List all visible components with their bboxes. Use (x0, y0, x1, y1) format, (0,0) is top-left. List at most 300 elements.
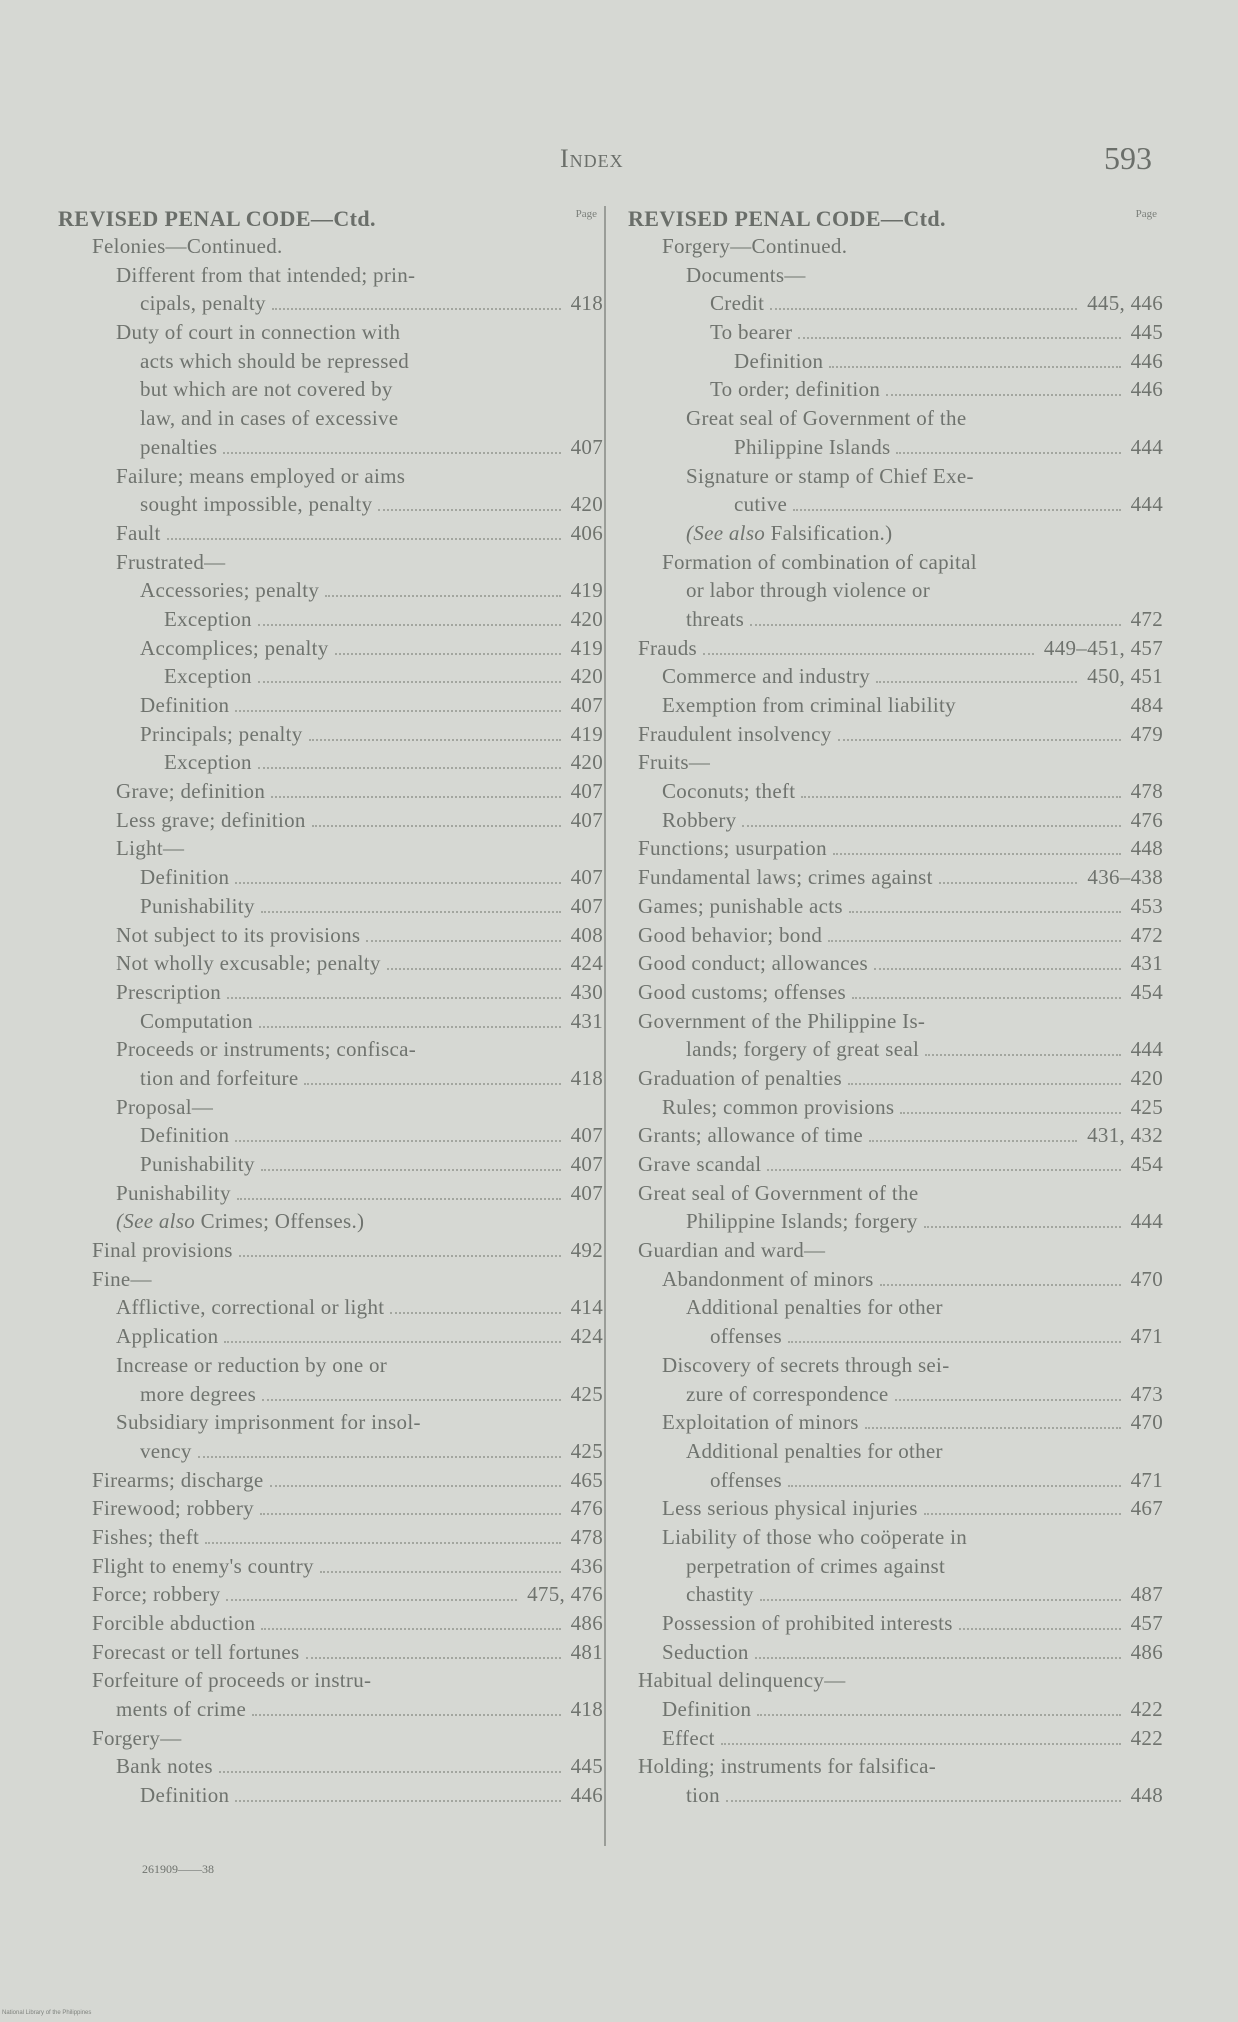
index-entry (58, 834, 603, 863)
entry-text: Credit (710, 291, 765, 316)
dot-leader (335, 653, 561, 655)
entry-text: Bank notes (116, 1754, 213, 1779)
index-entry (628, 1179, 1163, 1208)
entry-text: Functions; usurpation (638, 836, 827, 861)
entry-page: 475, 476 (527, 1582, 603, 1607)
entry-text: Fine— (92, 1266, 152, 1291)
entry-page: 448 (1130, 1783, 1163, 1808)
index-entry (58, 662, 603, 691)
entry-page: 481 (570, 1639, 603, 1664)
index-entry (628, 720, 1163, 749)
index-entry (58, 1466, 603, 1495)
entry-page: 450, 451 (1087, 664, 1163, 689)
entry-page: 444 (1130, 1209, 1163, 1234)
index-entry (628, 490, 1163, 519)
entry-text: but which are not covered by (140, 377, 393, 402)
entry-text: sought impossible, penalty (140, 492, 373, 517)
entry-text: Subsidiary imprisonment for insol- (116, 1410, 421, 1435)
dot-leader (258, 767, 561, 769)
dot-leader (390, 1312, 560, 1314)
index-entry (58, 576, 603, 605)
entry-text: vency (140, 1438, 192, 1463)
dot-leader (848, 1083, 1121, 1085)
entry-text: tion and forfeiture (140, 1065, 299, 1090)
entry-page: 446 (1130, 377, 1163, 402)
dot-leader (262, 1399, 560, 1401)
dot-leader (270, 1485, 561, 1487)
entry-text: (See also Falsification.) (686, 520, 893, 545)
entry-text: Grave; definition (116, 779, 266, 804)
index-entry (58, 1494, 603, 1523)
entry-page: 470 (1130, 1266, 1163, 1291)
dot-leader (271, 796, 560, 798)
index-entry (58, 921, 603, 950)
entry-text: Holding; instruments for falsifica- (638, 1754, 937, 1779)
entry-text: Computation (140, 1008, 253, 1033)
page-number: 593 (1104, 140, 1152, 176)
left-entry-list (58, 232, 603, 1810)
left-column (58, 206, 603, 1810)
entry-text: Possession of prohibited interests (662, 1611, 953, 1635)
entry-text: Abandonment of minors (662, 1266, 874, 1291)
index-entry (628, 433, 1163, 462)
index-entry (58, 691, 603, 720)
dot-leader (880, 1284, 1121, 1286)
entry-text: Application (116, 1324, 219, 1349)
dot-leader (793, 509, 1120, 511)
entry-page: 445, 446 (1087, 291, 1163, 316)
index-entry (58, 433, 603, 462)
entry-page: 420 (570, 750, 603, 775)
entry-text: To order; definition (710, 377, 881, 402)
entry-text: lands; forgery of great seal (686, 1037, 920, 1062)
entry-text: Accessories; penalty (140, 578, 320, 603)
dot-leader (261, 1169, 561, 1171)
index-entry (58, 1064, 603, 1093)
entry-text: chastity (686, 1582, 754, 1607)
entry-text: Proceeds or instruments; confisca- (116, 1037, 417, 1062)
index-entry (58, 1265, 603, 1294)
dot-leader (258, 681, 561, 683)
dot-leader (726, 1800, 1121, 1802)
dot-leader (829, 366, 1120, 368)
dot-leader (869, 1140, 1077, 1142)
index-entry (628, 1351, 1163, 1380)
dot-leader (366, 940, 560, 942)
index-entry (58, 777, 603, 806)
entry-text: Proposal— (116, 1094, 214, 1119)
entry-page: 407 (570, 779, 603, 804)
dot-leader (167, 538, 561, 540)
entry-text: Increase or reduction by one or (116, 1352, 388, 1377)
index-entry (628, 1695, 1163, 1724)
entry-text: Definition (140, 1783, 230, 1808)
index-entry (628, 605, 1163, 634)
entry-page: 418 (570, 1697, 603, 1722)
index-entry (58, 261, 603, 290)
dot-leader (272, 308, 561, 310)
index-entry (628, 1265, 1163, 1294)
index-entry (628, 1724, 1163, 1753)
index-entry (628, 1466, 1163, 1495)
entry-page: 420 (570, 664, 603, 689)
index-entry (628, 863, 1163, 892)
dot-leader (252, 1714, 560, 1716)
entry-text: Punishability (140, 1152, 255, 1176)
dot-leader (798, 337, 1120, 339)
entry-page: 419 (570, 635, 603, 660)
entry-page: 407 (570, 1152, 603, 1176)
entry-page: 470 (1130, 1410, 1163, 1435)
entry-text: Punishability (116, 1180, 231, 1205)
index-entry (628, 949, 1163, 978)
entry-page: 472 (1130, 606, 1163, 631)
index-entry (628, 576, 1163, 605)
entry-text: Force; robbery (92, 1582, 221, 1607)
entry-text: Forcible abduction (92, 1611, 256, 1635)
index-entry (628, 892, 1163, 921)
entry-page: 448 (1130, 836, 1163, 861)
index-entry (628, 1293, 1163, 1322)
index-entry (58, 289, 603, 318)
entry-text: Different from that intended; prin- (116, 262, 416, 287)
page-column-label: Page (1135, 208, 1157, 220)
entry-text: Games; punishable acts (638, 893, 843, 918)
index-entry (628, 691, 1163, 720)
entry-text: Additional penalties for other (686, 1438, 943, 1463)
entry-page: 418 (570, 1065, 603, 1090)
entry-text: Coconuts; theft (662, 779, 796, 804)
entry-page: 436 (570, 1553, 603, 1578)
index-entry (58, 318, 603, 347)
entry-text: Definition (140, 693, 230, 717)
dot-leader (239, 1255, 561, 1257)
index-entry (628, 318, 1163, 347)
dot-leader (198, 1456, 561, 1458)
entry-text: Discovery of secrets through sei- (662, 1352, 950, 1377)
index-entry (628, 1666, 1163, 1695)
index-entry (58, 1035, 603, 1064)
entry-text: law, and in cases of excessive (140, 406, 399, 431)
entry-text: Seduction (662, 1639, 749, 1664)
entry-page: 478 (570, 1524, 603, 1549)
entry-text: Exception (164, 750, 252, 775)
index-entry (58, 1150, 603, 1179)
running-title: Index (560, 144, 624, 173)
right-entry-list (628, 232, 1163, 1810)
entry-page: 425 (1130, 1094, 1163, 1119)
dot-leader (237, 1198, 561, 1200)
index-entry (58, 863, 603, 892)
dot-leader (260, 1513, 561, 1515)
index-entry (58, 1666, 603, 1695)
left-column-header (58, 206, 603, 232)
dot-leader (750, 624, 1121, 626)
entry-text: perpetration of crimes against (686, 1553, 946, 1578)
index-entry (58, 1121, 603, 1150)
entry-page: 425 (570, 1381, 603, 1406)
entry-text: Good customs; offenses (638, 979, 847, 1004)
index-entry (58, 404, 603, 433)
dot-leader (261, 911, 561, 913)
index-entry (628, 462, 1163, 491)
index-entry (628, 1781, 1163, 1810)
dot-leader (306, 1657, 561, 1659)
entry-page: 431 (1130, 951, 1163, 976)
index-entry (58, 1781, 603, 1810)
dot-leader (226, 1599, 517, 1601)
entry-page: 484 (1130, 693, 1163, 717)
index-entry (58, 232, 603, 261)
index-entry (628, 1580, 1163, 1609)
index-entry (58, 375, 603, 404)
entry-page: 420 (570, 606, 603, 631)
entry-text: Frauds (638, 635, 697, 660)
entry-text: Flight to enemy's country (92, 1553, 314, 1578)
index-entry (58, 978, 603, 1007)
entry-page: 406 (570, 520, 603, 545)
index-entry (628, 1064, 1163, 1093)
entry-text: or labor through violence or (686, 578, 930, 603)
entry-page: 446 (1130, 348, 1163, 373)
entry-text: zure of correspondence (686, 1381, 889, 1406)
index-entry (628, 347, 1163, 376)
entry-page: 420 (570, 492, 603, 517)
entry-text: Forgery— (92, 1725, 182, 1750)
entry-text: Fishes; theft (92, 1524, 200, 1549)
entry-text: Principals; penalty (140, 721, 303, 746)
printer-code: 261909——38 (142, 1862, 214, 1876)
index-entry (58, 1293, 603, 1322)
entry-text: Robbery (662, 807, 737, 832)
dot-leader (205, 1542, 560, 1544)
dot-leader (378, 509, 560, 511)
dot-leader (235, 1140, 560, 1142)
entry-page: 454 (1130, 1152, 1163, 1176)
dot-leader (235, 882, 560, 884)
index-entry (58, 347, 603, 376)
entry-page: 407 (570, 807, 603, 832)
entry-page: 407 (570, 893, 603, 918)
dot-leader (874, 968, 1121, 970)
dot-leader (895, 1399, 1121, 1401)
index-entry (58, 949, 603, 978)
entry-page: 492 (570, 1238, 603, 1263)
entry-page: 453 (1130, 893, 1163, 918)
entry-text: Rules; common provisions (662, 1094, 895, 1119)
right-column (628, 206, 1163, 1810)
entry-text: Failure; means employed or aims (116, 463, 406, 488)
dot-leader (721, 1743, 1121, 1745)
entry-page: 449–451, 457 (1043, 635, 1163, 660)
dot-leader (900, 1112, 1120, 1114)
entry-text: offenses (710, 1467, 782, 1492)
entry-text: Forecast or tell fortunes (92, 1639, 300, 1664)
index-entry (628, 1121, 1163, 1150)
index-entry (628, 1035, 1163, 1064)
entry-page: 465 (570, 1467, 603, 1492)
entry-text: cipals, penalty (140, 291, 266, 316)
dot-leader (896, 452, 1120, 454)
entry-page: 445 (1130, 320, 1163, 345)
index-entry (58, 1638, 603, 1667)
dot-leader (259, 1026, 561, 1028)
entry-text: Definition (140, 865, 230, 890)
dot-leader (788, 1485, 1121, 1487)
entry-text: Good behavior; bond (638, 922, 823, 947)
entry-text: threats (686, 606, 745, 631)
entry-text: Light— (116, 836, 185, 861)
entry-text: Forgery—Continued. (662, 234, 848, 258)
entry-page: 478 (1130, 779, 1163, 804)
index-entry (628, 1523, 1163, 1552)
entry-page: 473 (1130, 1381, 1163, 1406)
index-entry (58, 462, 603, 491)
entry-page: 422 (1130, 1697, 1163, 1722)
entry-page: 472 (1130, 922, 1163, 947)
entry-text: Great seal of Government of the (638, 1180, 919, 1205)
entry-page: 431 (570, 1008, 603, 1033)
index-entry (58, 806, 603, 835)
entry-text: acts which should be repressed (140, 348, 410, 373)
index-entry (628, 921, 1163, 950)
dot-leader (876, 681, 1077, 683)
dot-leader (742, 825, 1120, 827)
index-entry (628, 777, 1163, 806)
entry-text: Final provisions (92, 1238, 233, 1263)
page-column-label: Page (575, 208, 597, 220)
dot-leader (320, 1571, 561, 1573)
index-entry (58, 720, 603, 749)
index-entry (628, 548, 1163, 577)
entry-page: 467 (1130, 1496, 1163, 1521)
entry-text: more degrees (140, 1381, 257, 1406)
index-entry (58, 1609, 603, 1638)
entry-text: Fruits— (638, 750, 711, 775)
entry-text: Government of the Philippine Is- (638, 1008, 926, 1033)
dot-leader (760, 1599, 1121, 1601)
entry-text: (See also Crimes; Offenses.) (116, 1209, 365, 1234)
dot-leader (849, 911, 1121, 913)
entry-text: Grants; allowance of time (638, 1123, 864, 1148)
index-entry (628, 1609, 1163, 1638)
entry-text: Not subject to its provisions (116, 922, 361, 947)
index-entry (58, 1380, 603, 1409)
entry-text: Definition (734, 348, 824, 373)
entry-page: 418 (570, 291, 603, 316)
entry-text: Not wholly excusable; penalty (116, 951, 381, 976)
index-entry (58, 605, 603, 634)
entry-text: Afflictive, correctional or light (116, 1295, 385, 1320)
entry-page: 476 (1130, 807, 1163, 832)
entry-text: Formation of combination of capital (662, 549, 977, 574)
entry-text: Exploitation of minors (662, 1410, 859, 1435)
index-entry (628, 1236, 1163, 1265)
dot-leader (828, 940, 1120, 942)
entry-text: Less serious physical injuries (662, 1496, 918, 1521)
entry-page: 430 (570, 979, 603, 1004)
entry-page: 424 (570, 1324, 603, 1349)
index-entry (58, 1408, 603, 1437)
entry-text: Grave scandal (638, 1152, 762, 1176)
entry-text: Documents— (686, 262, 806, 287)
entry-page: 436–438 (1087, 865, 1163, 890)
entry-text: Firearms; discharge (92, 1467, 264, 1492)
index-entry (628, 978, 1163, 1007)
entry-page: 444 (1130, 492, 1163, 517)
entry-text: Felonies—Continued. (92, 234, 283, 258)
index-entry (58, 548, 603, 577)
index-entry (58, 1093, 603, 1122)
entry-text: offenses (710, 1324, 782, 1349)
dot-leader (312, 825, 561, 827)
entry-text: Exception (164, 664, 252, 689)
entry-page: 486 (1130, 1639, 1163, 1664)
entry-page: 486 (570, 1611, 603, 1635)
dot-leader (959, 1628, 1121, 1630)
dot-leader (235, 1800, 560, 1802)
dot-leader (865, 1427, 1121, 1429)
index-entry (628, 1150, 1163, 1179)
index-entry (628, 1752, 1163, 1781)
entry-page: 425 (570, 1438, 603, 1463)
entry-text: Fundamental laws; crimes against (638, 865, 933, 890)
entry-page: 457 (1130, 1611, 1163, 1635)
entry-text: Definition (140, 1123, 230, 1148)
index-entry (58, 519, 603, 548)
entry-page: 407 (570, 1180, 603, 1205)
index-entry (628, 634, 1163, 663)
entry-text: Philippine Islands; forgery (686, 1209, 918, 1234)
entry-text: Guardian and ward— (638, 1238, 826, 1263)
entry-page: 407 (570, 693, 603, 717)
dot-leader (852, 997, 1121, 999)
index-entry (628, 404, 1163, 433)
entry-page: 419 (570, 578, 603, 603)
entry-text: Commerce and industry (662, 664, 871, 689)
index-entry (628, 834, 1163, 863)
dot-leader (801, 796, 1120, 798)
index-entry (628, 1494, 1163, 1523)
entry-page: 407 (570, 434, 603, 459)
entry-text: Graduation of penalties (638, 1065, 843, 1090)
right-column-header (628, 206, 1163, 232)
dot-leader (886, 394, 1120, 396)
dot-leader (224, 1341, 560, 1343)
index-entry (628, 289, 1163, 318)
entry-page: 420 (1130, 1065, 1163, 1090)
index-entry (58, 1207, 603, 1236)
dot-leader (924, 1513, 1121, 1515)
entry-text: Great seal of Government of the (686, 406, 967, 431)
entry-text: Habitual delinquency— (638, 1668, 846, 1693)
entry-page: 414 (570, 1295, 603, 1320)
index-entry (58, 1179, 603, 1208)
dot-leader (755, 1657, 1121, 1659)
index-entry (58, 1351, 603, 1380)
section-heading: REVISED PENAL CODE—Ctd. (58, 206, 376, 231)
entry-text: Fraudulent insolvency (638, 721, 832, 746)
index-entry (628, 806, 1163, 835)
entry-text: Good conduct; allowances (638, 951, 868, 976)
entry-page: 407 (570, 865, 603, 890)
entry-page: 419 (570, 721, 603, 746)
dot-leader (325, 595, 560, 597)
entry-page: 487 (1130, 1582, 1163, 1607)
index-entry (628, 1552, 1163, 1581)
index-entry (58, 1695, 603, 1724)
index-entry (628, 261, 1163, 290)
